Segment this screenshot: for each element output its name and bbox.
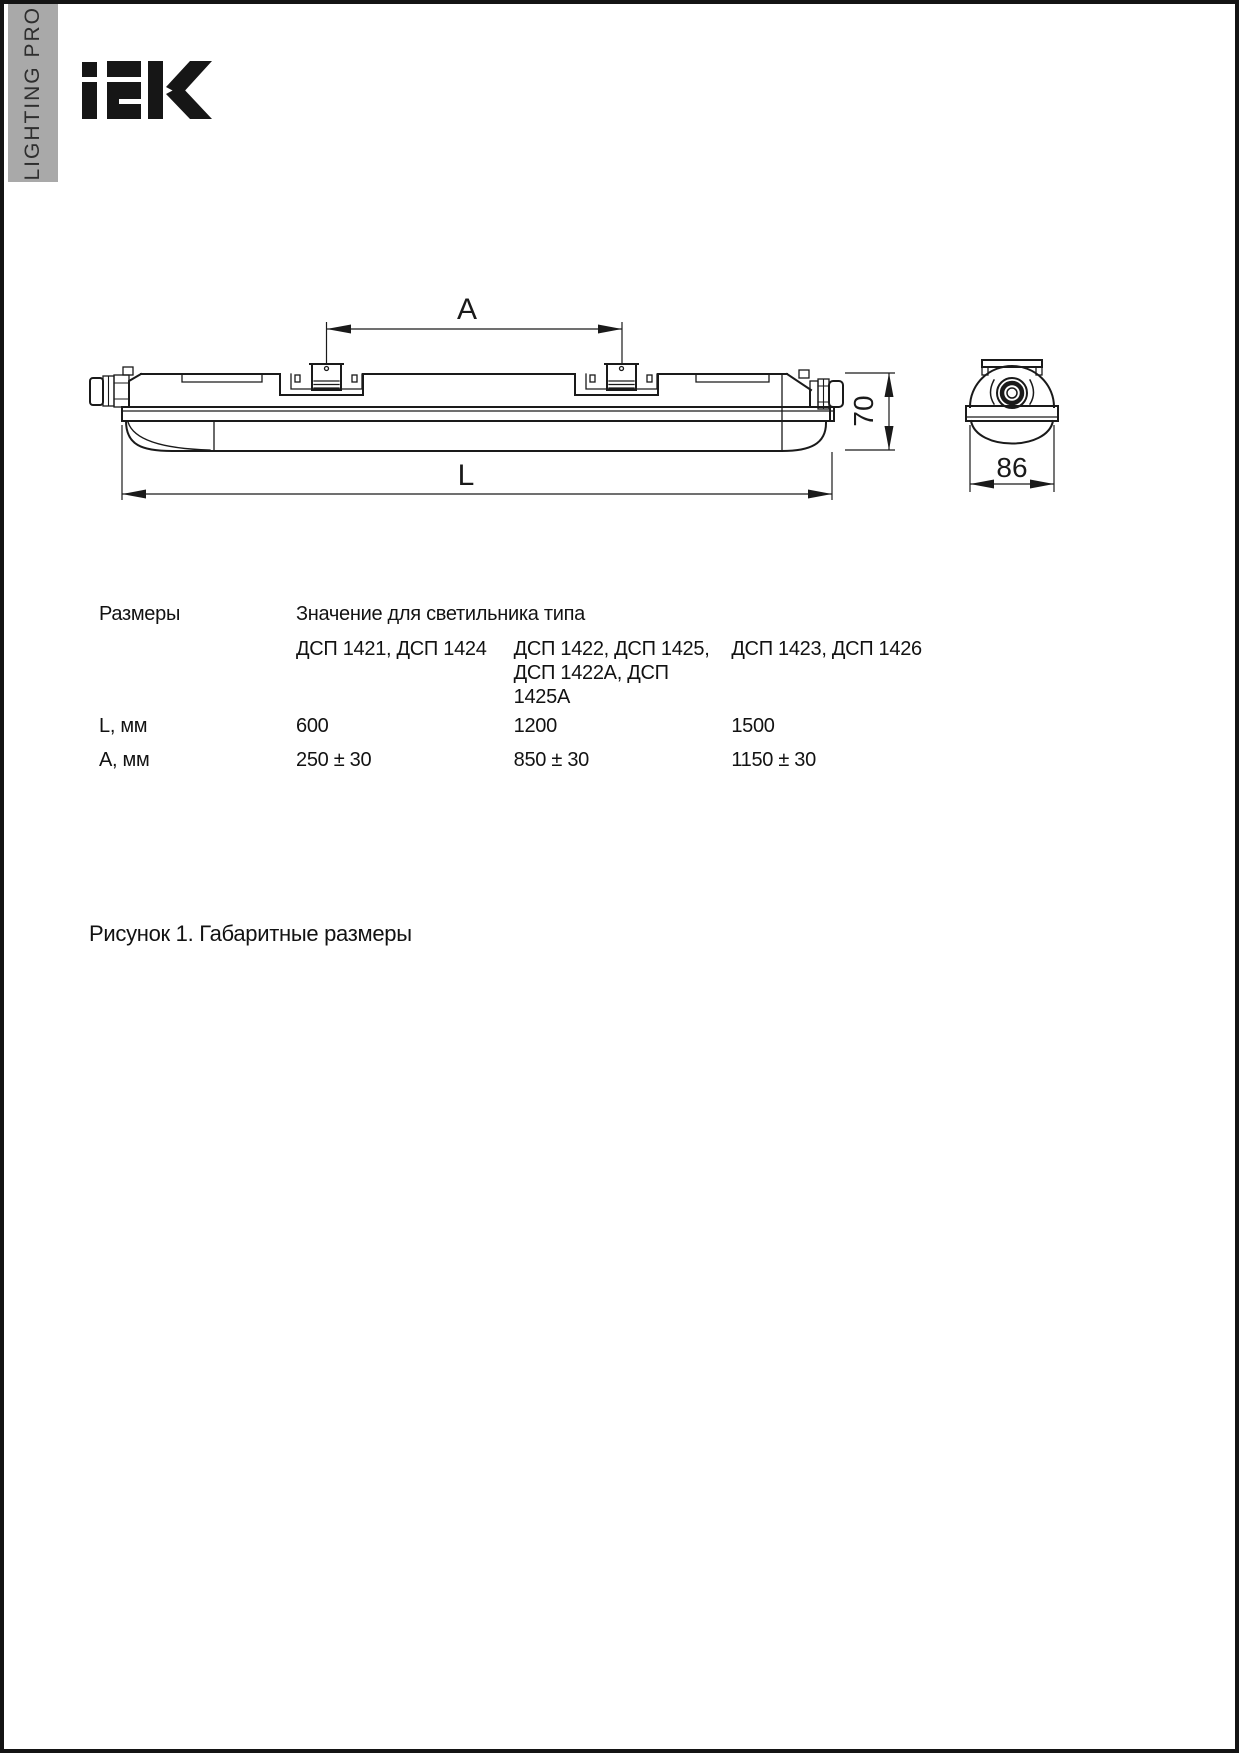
cell-value: 1150 ± 30 [731,749,816,771]
figure-caption: Рисунок 1. Габаритные размеры [89,921,412,946]
table-header-sizes: Размеры [99,603,181,625]
table-row [89,743,939,777]
table-row [89,709,939,743]
end-view [966,360,1058,444]
table-header-type-3: ДСП 1423, ДСП 1426 [731,638,922,660]
row-label: L, мм [99,715,148,737]
cell-value: 1500 [731,715,775,737]
table-header-group: Значение для светильника типа [296,603,585,625]
series-label: LIGHTING PRO [21,5,44,181]
dimension-70 [845,373,895,450]
cell-value: 600 [296,715,329,737]
cell-value: 1200 [513,715,557,737]
table-header-type-1: ДСП 1421, ДСП 1424 [296,638,487,660]
dim-70-label: 70 [848,395,879,427]
row-label: А, мм [99,749,150,771]
side-view [90,364,843,451]
dimension-a [327,293,623,365]
dim-a-label: A [456,293,478,326]
dim-l-label: L [457,459,475,492]
dimension-86 [970,425,1054,492]
table-header-type-2: ДСП 1422, ДСП 1425, ДСП 1422А, ДСП 1425А [513,638,710,708]
cell-value: 850 ± 30 [513,749,589,771]
cell-value: 250 ± 30 [296,749,372,771]
dimensions-table [89,597,939,777]
dimension-l [122,425,832,500]
technical-drawing [4,4,1239,544]
dim-86-label: 86 [996,452,1028,483]
